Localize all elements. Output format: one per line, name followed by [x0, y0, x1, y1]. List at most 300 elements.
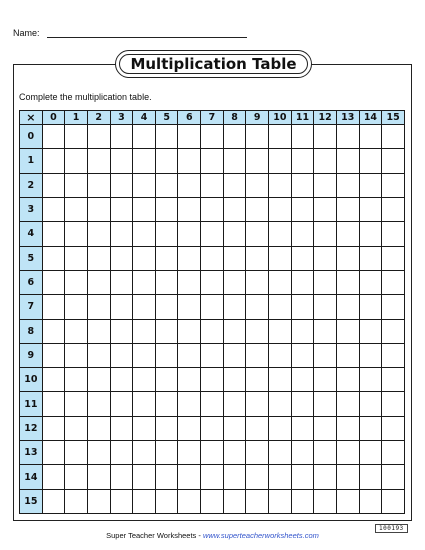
- answer-cell[interactable]: [201, 343, 224, 367]
- table-row: [20, 416, 405, 440]
- answer-cell[interactable]: [269, 319, 292, 343]
- row-header: 7: [20, 295, 43, 319]
- answer-cell[interactable]: [201, 392, 224, 416]
- answer-cell[interactable]: [65, 270, 88, 294]
- answer-cell[interactable]: [201, 465, 224, 489]
- answer-cell[interactable]: [382, 441, 405, 465]
- answer-cell[interactable]: [246, 319, 269, 343]
- answer-cell[interactable]: [336, 173, 359, 197]
- answer-cell[interactable]: [223, 319, 246, 343]
- answer-cell[interactable]: [291, 489, 314, 513]
- answer-cell[interactable]: [110, 343, 133, 367]
- table-row: [20, 441, 405, 465]
- answer-cell[interactable]: [382, 149, 405, 173]
- answer-cell[interactable]: [201, 246, 224, 270]
- row-header: 2: [20, 173, 43, 197]
- answer-cell[interactable]: [269, 173, 292, 197]
- answer-cell[interactable]: [314, 319, 337, 343]
- answer-cell[interactable]: [246, 173, 269, 197]
- column-header: 8: [223, 111, 246, 125]
- answer-cell[interactable]: [314, 343, 337, 367]
- answer-cell[interactable]: [110, 441, 133, 465]
- answer-cell[interactable]: [336, 197, 359, 221]
- answer-cell[interactable]: [65, 173, 88, 197]
- answer-cell[interactable]: [42, 343, 65, 367]
- answer-cell[interactable]: [87, 416, 110, 440]
- answer-cell[interactable]: [110, 416, 133, 440]
- answer-cell[interactable]: [201, 295, 224, 319]
- answer-cell[interactable]: [246, 343, 269, 367]
- answer-cell[interactable]: [110, 197, 133, 221]
- answer-cell[interactable]: [178, 149, 201, 173]
- answer-cell[interactable]: [133, 441, 156, 465]
- column-header: 6: [178, 111, 201, 125]
- answer-cell[interactable]: [246, 368, 269, 392]
- answer-cell[interactable]: [223, 173, 246, 197]
- answer-cell[interactable]: [155, 125, 178, 149]
- answer-cell[interactable]: [223, 125, 246, 149]
- answer-cell[interactable]: [133, 125, 156, 149]
- answer-cell[interactable]: [110, 173, 133, 197]
- answer-cell[interactable]: [246, 222, 269, 246]
- answer-cell[interactable]: [336, 270, 359, 294]
- table-row: [20, 173, 405, 197]
- answer-cell[interactable]: [42, 222, 65, 246]
- answer-cell[interactable]: [155, 246, 178, 270]
- answer-cell[interactable]: [178, 270, 201, 294]
- answer-cell[interactable]: [178, 319, 201, 343]
- answer-cell[interactable]: [359, 246, 382, 270]
- answer-cell[interactable]: [42, 368, 65, 392]
- answer-cell[interactable]: [223, 441, 246, 465]
- answer-cell[interactable]: [246, 416, 269, 440]
- answer-cell[interactable]: [87, 222, 110, 246]
- answer-cell[interactable]: [110, 125, 133, 149]
- answer-cell[interactable]: [314, 270, 337, 294]
- answer-cell[interactable]: [246, 197, 269, 221]
- answer-cell[interactable]: [359, 149, 382, 173]
- answer-cell[interactable]: [42, 246, 65, 270]
- answer-cell[interactable]: [336, 368, 359, 392]
- answer-cell[interactable]: [359, 173, 382, 197]
- answer-cell[interactable]: [291, 441, 314, 465]
- column-header: 9: [246, 111, 269, 125]
- answer-cell[interactable]: [178, 368, 201, 392]
- answer-cell[interactable]: [246, 125, 269, 149]
- answer-cell[interactable]: [155, 149, 178, 173]
- answer-cell[interactable]: [65, 489, 88, 513]
- answer-cell[interactable]: [291, 149, 314, 173]
- answer-cell[interactable]: [42, 270, 65, 294]
- answer-cell[interactable]: [223, 465, 246, 489]
- answer-cell[interactable]: [133, 246, 156, 270]
- answer-cell[interactable]: [223, 149, 246, 173]
- answer-cell[interactable]: [314, 222, 337, 246]
- answer-cell[interactable]: [155, 270, 178, 294]
- row-header: 8: [20, 319, 43, 343]
- answer-cell[interactable]: [65, 465, 88, 489]
- answer-cell[interactable]: [201, 125, 224, 149]
- answer-cell[interactable]: [155, 197, 178, 221]
- answer-cell[interactable]: [178, 489, 201, 513]
- answer-cell[interactable]: [314, 368, 337, 392]
- answer-cell[interactable]: [336, 416, 359, 440]
- answer-cell[interactable]: [110, 246, 133, 270]
- answer-cell[interactable]: [223, 489, 246, 513]
- answer-cell[interactable]: [382, 197, 405, 221]
- answer-cell[interactable]: [382, 246, 405, 270]
- answer-cell[interactable]: [359, 125, 382, 149]
- answer-cell[interactable]: [87, 197, 110, 221]
- answer-cell[interactable]: [359, 489, 382, 513]
- answer-cell[interactable]: [246, 489, 269, 513]
- answer-cell[interactable]: [246, 149, 269, 173]
- answer-cell[interactable]: [269, 489, 292, 513]
- answer-cell[interactable]: [246, 441, 269, 465]
- answer-cell[interactable]: [314, 246, 337, 270]
- answer-cell[interactable]: [178, 416, 201, 440]
- answer-cell[interactable]: [359, 270, 382, 294]
- answer-cell[interactable]: [87, 295, 110, 319]
- answer-cell[interactable]: [246, 270, 269, 294]
- answer-cell[interactable]: [269, 416, 292, 440]
- answer-cell[interactable]: [87, 465, 110, 489]
- answer-cell[interactable]: [178, 441, 201, 465]
- answer-cell[interactable]: [314, 489, 337, 513]
- answer-cell[interactable]: [291, 295, 314, 319]
- multiplication-table: [19, 110, 405, 514]
- answer-cell[interactable]: [87, 441, 110, 465]
- answer-cell[interactable]: [269, 222, 292, 246]
- answer-cell[interactable]: [291, 246, 314, 270]
- answer-cell[interactable]: [269, 197, 292, 221]
- answer-cell[interactable]: [246, 465, 269, 489]
- answer-cell[interactable]: [155, 416, 178, 440]
- answer-cell[interactable]: [178, 465, 201, 489]
- answer-cell[interactable]: [110, 295, 133, 319]
- answer-cell[interactable]: [42, 295, 65, 319]
- answer-cell[interactable]: [178, 197, 201, 221]
- answer-cell[interactable]: [201, 489, 224, 513]
- answer-cell[interactable]: [65, 295, 88, 319]
- table-row: [20, 368, 405, 392]
- answer-cell[interactable]: [382, 295, 405, 319]
- answer-cell[interactable]: [155, 173, 178, 197]
- answer-cell[interactable]: [65, 197, 88, 221]
- answer-cell[interactable]: [382, 465, 405, 489]
- answer-cell[interactable]: [336, 125, 359, 149]
- answer-cell[interactable]: [133, 343, 156, 367]
- answer-cell[interactable]: [246, 246, 269, 270]
- answer-cell[interactable]: [110, 465, 133, 489]
- table-row: [20, 489, 405, 513]
- answer-cell[interactable]: [269, 465, 292, 489]
- answer-cell[interactable]: [201, 270, 224, 294]
- answer-cell[interactable]: [65, 319, 88, 343]
- answer-cell[interactable]: [223, 368, 246, 392]
- answer-cell[interactable]: [314, 149, 337, 173]
- column-header: 13: [336, 111, 359, 125]
- table-row: [20, 270, 405, 294]
- answer-cell[interactable]: [87, 125, 110, 149]
- row-header: 4: [20, 222, 43, 246]
- answer-cell[interactable]: [223, 392, 246, 416]
- row-header: 10: [20, 368, 43, 392]
- answer-cell[interactable]: [359, 416, 382, 440]
- answer-cell[interactable]: [65, 343, 88, 367]
- answer-cell[interactable]: [178, 125, 201, 149]
- answer-cell[interactable]: [110, 222, 133, 246]
- answer-cell[interactable]: [382, 392, 405, 416]
- answer-cell[interactable]: [155, 441, 178, 465]
- answer-cell[interactable]: [382, 368, 405, 392]
- column-header: 2: [87, 111, 110, 125]
- answer-cell[interactable]: [291, 343, 314, 367]
- page-title: Multiplication Table: [130, 55, 297, 73]
- answer-cell[interactable]: [201, 173, 224, 197]
- answer-cell[interactable]: [133, 465, 156, 489]
- row-header: 0: [20, 125, 43, 149]
- answer-cell[interactable]: [155, 392, 178, 416]
- answer-cell[interactable]: [291, 368, 314, 392]
- column-header: 11: [291, 111, 314, 125]
- row-header: 14: [20, 465, 43, 489]
- column-header: 0: [42, 111, 65, 125]
- answer-cell[interactable]: [87, 392, 110, 416]
- answer-cell[interactable]: [201, 149, 224, 173]
- answer-cell[interactable]: [382, 319, 405, 343]
- answer-cell[interactable]: [314, 392, 337, 416]
- table-row: [20, 222, 405, 246]
- answer-cell[interactable]: [382, 489, 405, 513]
- answer-cell[interactable]: [291, 416, 314, 440]
- answer-cell[interactable]: [87, 343, 110, 367]
- answer-cell[interactable]: [42, 149, 65, 173]
- answer-cell[interactable]: [336, 465, 359, 489]
- answer-cell[interactable]: [359, 222, 382, 246]
- answer-cell[interactable]: [65, 368, 88, 392]
- row-header: 1: [20, 149, 43, 173]
- answer-cell[interactable]: [314, 441, 337, 465]
- header-row: [20, 111, 405, 125]
- answer-cell[interactable]: [155, 319, 178, 343]
- answer-cell[interactable]: [359, 441, 382, 465]
- answer-cell[interactable]: [178, 222, 201, 246]
- answer-cell[interactable]: [87, 270, 110, 294]
- answer-cell[interactable]: [359, 295, 382, 319]
- answer-cell[interactable]: [133, 295, 156, 319]
- answer-cell[interactable]: [155, 489, 178, 513]
- answer-cell[interactable]: [382, 416, 405, 440]
- answer-cell[interactable]: [336, 343, 359, 367]
- answer-cell[interactable]: [382, 343, 405, 367]
- answer-cell[interactable]: [269, 270, 292, 294]
- answer-cell[interactable]: [291, 319, 314, 343]
- name-write-line[interactable]: [47, 37, 247, 38]
- answer-cell[interactable]: [201, 416, 224, 440]
- answer-cell[interactable]: [359, 392, 382, 416]
- answer-cell[interactable]: [133, 173, 156, 197]
- answer-cell[interactable]: [133, 368, 156, 392]
- answer-cell[interactable]: [223, 270, 246, 294]
- answer-cell[interactable]: [336, 222, 359, 246]
- answer-cell[interactable]: [178, 392, 201, 416]
- answer-cell[interactable]: [87, 489, 110, 513]
- answer-cell[interactable]: [178, 295, 201, 319]
- column-header: 3: [110, 111, 133, 125]
- answer-cell[interactable]: [269, 149, 292, 173]
- answer-cell[interactable]: [133, 149, 156, 173]
- answer-cell[interactable]: [42, 441, 65, 465]
- answer-cell[interactable]: [382, 222, 405, 246]
- row-header: 3: [20, 197, 43, 221]
- answer-cell[interactable]: [382, 270, 405, 294]
- answer-cell[interactable]: [42, 173, 65, 197]
- column-header: 5: [155, 111, 178, 125]
- answer-cell[interactable]: [133, 416, 156, 440]
- answer-cell[interactable]: [87, 368, 110, 392]
- worksheet-code: 100193: [375, 524, 408, 533]
- answer-cell[interactable]: [269, 392, 292, 416]
- answer-cell[interactable]: [42, 489, 65, 513]
- answer-cell[interactable]: [269, 368, 292, 392]
- answer-cell[interactable]: [291, 222, 314, 246]
- answer-cell[interactable]: [314, 197, 337, 221]
- answer-cell[interactable]: [201, 319, 224, 343]
- answer-cell[interactable]: [42, 392, 65, 416]
- answer-cell[interactable]: [65, 392, 88, 416]
- answer-cell[interactable]: [110, 149, 133, 173]
- table-row: [20, 343, 405, 367]
- answer-cell[interactable]: [110, 489, 133, 513]
- footer: [0, 531, 425, 540]
- answer-cell[interactable]: [336, 319, 359, 343]
- answer-cell[interactable]: [269, 343, 292, 367]
- table-row: [20, 465, 405, 489]
- answer-cell[interactable]: [201, 197, 224, 221]
- answer-cell[interactable]: [359, 465, 382, 489]
- answer-cell[interactable]: [223, 246, 246, 270]
- answer-cell[interactable]: [65, 416, 88, 440]
- row-header: 11: [20, 392, 43, 416]
- answer-cell[interactable]: [223, 295, 246, 319]
- answer-cell[interactable]: [65, 222, 88, 246]
- answer-cell[interactable]: [246, 295, 269, 319]
- answer-cell[interactable]: [65, 246, 88, 270]
- answer-cell[interactable]: [201, 441, 224, 465]
- column-header: 12: [314, 111, 337, 125]
- answer-cell[interactable]: [359, 319, 382, 343]
- answer-cell[interactable]: [291, 270, 314, 294]
- answer-cell[interactable]: [269, 246, 292, 270]
- answer-cell[interactable]: [133, 392, 156, 416]
- answer-cell[interactable]: [291, 392, 314, 416]
- answer-cell[interactable]: [133, 222, 156, 246]
- column-header: 4: [133, 111, 156, 125]
- answer-cell[interactable]: [87, 246, 110, 270]
- answer-cell[interactable]: [87, 173, 110, 197]
- answer-cell[interactable]: [269, 441, 292, 465]
- answer-cell[interactable]: [87, 319, 110, 343]
- answer-cell[interactable]: [223, 343, 246, 367]
- answer-cell[interactable]: [336, 392, 359, 416]
- answer-cell[interactable]: [42, 319, 65, 343]
- answer-cell[interactable]: [314, 125, 337, 149]
- answer-cell[interactable]: [110, 392, 133, 416]
- answer-cell[interactable]: [336, 149, 359, 173]
- answer-cell[interactable]: [382, 125, 405, 149]
- answer-cell[interactable]: [291, 197, 314, 221]
- instructions: Complete the multiplication table.: [19, 92, 152, 102]
- answer-cell[interactable]: [178, 173, 201, 197]
- answer-cell[interactable]: [223, 222, 246, 246]
- row-header: 15: [20, 489, 43, 513]
- answer-cell[interactable]: [291, 173, 314, 197]
- answer-cell[interactable]: [133, 270, 156, 294]
- answer-cell[interactable]: [201, 222, 224, 246]
- answer-cell[interactable]: [314, 173, 337, 197]
- answer-cell[interactable]: [42, 125, 65, 149]
- answer-cell[interactable]: [42, 416, 65, 440]
- answer-cell[interactable]: [133, 319, 156, 343]
- answer-cell[interactable]: [155, 368, 178, 392]
- column-header: 15: [382, 111, 405, 125]
- footer-url-link[interactable]: www.superteacherworksheets.com: [202, 531, 319, 540]
- answer-cell[interactable]: [65, 441, 88, 465]
- answer-cell[interactable]: [65, 149, 88, 173]
- answer-cell[interactable]: [336, 441, 359, 465]
- answer-cell[interactable]: [336, 295, 359, 319]
- answer-cell[interactable]: [269, 295, 292, 319]
- answer-cell[interactable]: [359, 368, 382, 392]
- answer-cell[interactable]: [269, 125, 292, 149]
- answer-cell[interactable]: [291, 125, 314, 149]
- answer-cell[interactable]: [155, 222, 178, 246]
- answer-cell[interactable]: [314, 416, 337, 440]
- column-header: 1: [65, 111, 88, 125]
- answer-cell[interactable]: [110, 270, 133, 294]
- answer-cell[interactable]: [133, 197, 156, 221]
- answer-cell[interactable]: [201, 368, 224, 392]
- answer-cell[interactable]: [155, 295, 178, 319]
- answer-cell[interactable]: [110, 319, 133, 343]
- answer-cell[interactable]: [223, 416, 246, 440]
- answer-cell[interactable]: [178, 343, 201, 367]
- answer-cell[interactable]: [336, 489, 359, 513]
- answer-cell[interactable]: [155, 343, 178, 367]
- answer-cell[interactable]: [223, 197, 246, 221]
- column-header: 14: [359, 111, 382, 125]
- answer-cell[interactable]: [359, 343, 382, 367]
- answer-cell[interactable]: [336, 246, 359, 270]
- row-header: 5: [20, 246, 43, 270]
- answer-cell[interactable]: [87, 149, 110, 173]
- answer-cell[interactable]: [291, 465, 314, 489]
- answer-cell[interactable]: [42, 465, 65, 489]
- footer-brand: Super Teacher Worksheets: [106, 531, 197, 540]
- answer-cell[interactable]: [133, 489, 156, 513]
- answer-cell[interactable]: [110, 368, 133, 392]
- answer-cell[interactable]: [314, 295, 337, 319]
- answer-cell[interactable]: [42, 197, 65, 221]
- answer-cell[interactable]: [382, 173, 405, 197]
- answer-cell[interactable]: [246, 392, 269, 416]
- answer-cell[interactable]: [359, 197, 382, 221]
- answer-cell[interactable]: [178, 246, 201, 270]
- answer-cell[interactable]: [314, 465, 337, 489]
- answer-cell[interactable]: [155, 465, 178, 489]
- answer-cell[interactable]: [65, 125, 88, 149]
